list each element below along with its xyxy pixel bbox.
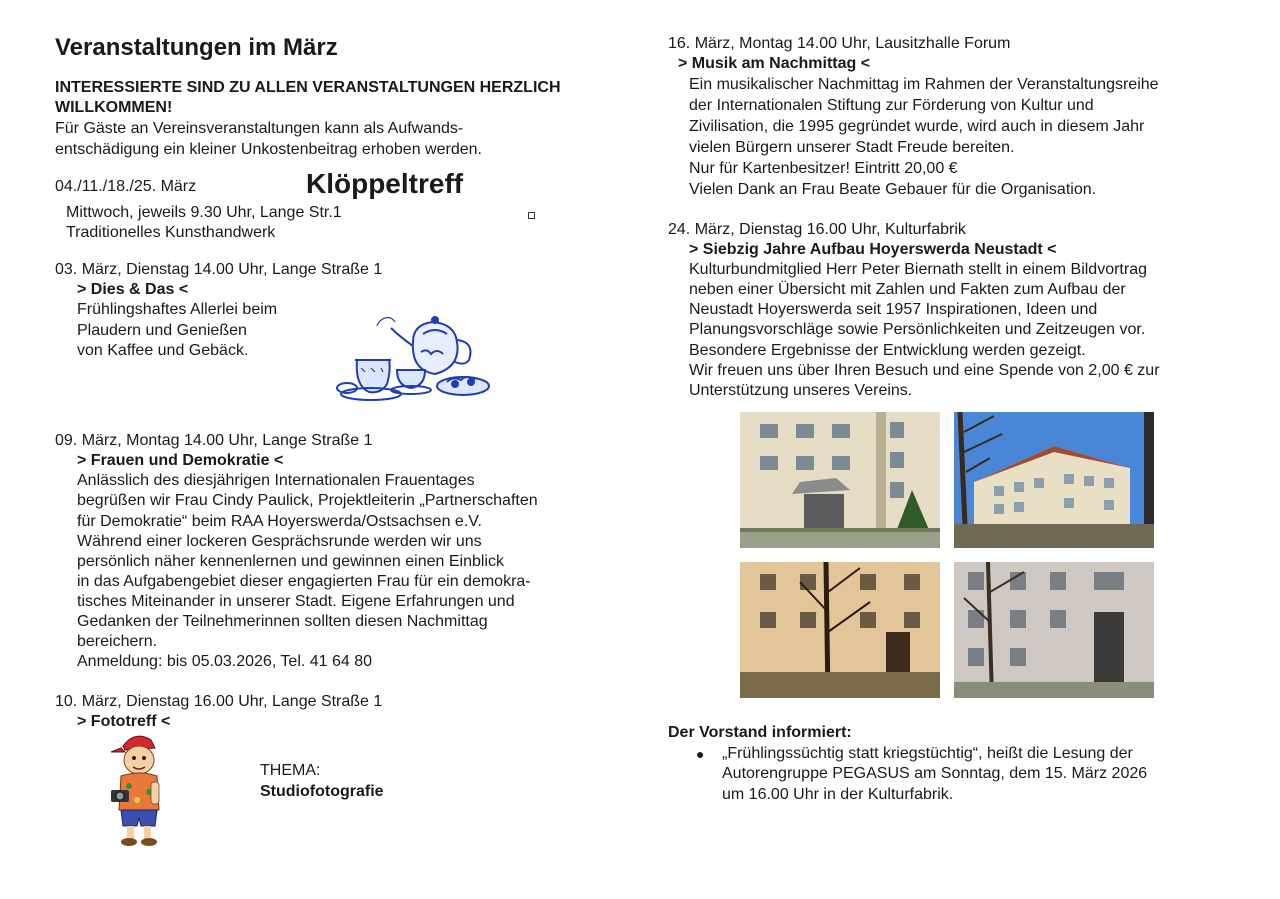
frauen-line-1: Anlässlich des diesjährigen Internationalen Frauentages [77, 472, 475, 489]
vorstand-line-1: „Frühlingssüchtig statt kriegstüchtig“, heißt die Lesung der [722, 745, 1133, 762]
siebzig-line-1: Kulturbundmitglied Herr Peter Biernath stellt in einem Bildvortrag [689, 261, 1147, 278]
siebzig-line-4: Planungsvorschläge sowie Persönlichkeiten und Zeitzeugen vor. [689, 321, 1146, 338]
siebzig-date: 24. März, Dienstag 16.00 Uhr, Kulturfabrik [668, 221, 966, 238]
siebzig-title: > Siebzig Jahre Aufbau Hoyerswerda Neustadt < [689, 241, 1057, 258]
siebzig-line-2: neben einer Übersicht mit Zahlen und Fakten zum Aufbau der [689, 281, 1126, 298]
intro-line-1: Für Gäste an Vereinsveranstaltungen kann als Aufwands- [55, 120, 464, 137]
frauen-title: > Frauen und Demokratie < [77, 452, 284, 469]
bullet-dot-icon: ● [696, 746, 705, 762]
foto-date: 10. März, Dienstag 16.00 Uhr, Lange Straße 1 [55, 693, 383, 710]
frauen-line-8: Gedanken der Teilnehmerinnen sollten diesen Nachmittag [77, 613, 488, 630]
building-photo-2 [954, 412, 1154, 548]
siebzig-line-6: Wir freuen uns über Ihren Besuch und eine Spende von 2,00 € zur [689, 362, 1160, 379]
vorstand-line-3: um 16.00 Uhr in der Kulturfabrik. [722, 786, 954, 803]
frauen-line-3: für Demokratie“ beim RAA Hoyerswerda/Ostsachsen e.V. [77, 513, 482, 530]
siebzig-line-7: Unterstützung unseres Vereins. [689, 382, 913, 399]
dies-das-title: > Dies & Das < [77, 281, 189, 298]
frauen-line-9: bereichern. [77, 633, 158, 650]
frauen-line-5: persönlich näher kennenlernen und gewinnen einen Einblick [77, 553, 504, 570]
building-photo-3 [740, 562, 940, 698]
musik-line-2: der Internationalen Stiftung zur Förderung von Kultur und [689, 97, 1094, 114]
small-square-marker [528, 212, 535, 219]
coffee-set-illustration [335, 312, 495, 404]
vorstand-title: Der Vorstand informiert: [668, 724, 852, 741]
musik-title: > Musik am Nachmittag < [678, 55, 871, 72]
dies-das-date: 03. März, Dienstag 14.00 Uhr, Lange Straße 1 [55, 261, 383, 278]
siebzig-line-3: Neustadt Hoyerswerda seit 1957 Inspirationen, Ideen und [689, 301, 1098, 318]
building-photo-4 [954, 562, 1154, 698]
musik-line-1: Ein musikalischer Nachmittag im Rahmen der Veranstaltungsreihe [689, 76, 1159, 93]
photographer-cartoon [105, 730, 169, 848]
musik-line-6: Vielen Dank an Frau Beate Gebauer für die Organisation. [689, 181, 1097, 198]
frauen-date: 09. März, Montag 14.00 Uhr, Lange Straße 1 [55, 432, 373, 449]
foto-thema-label: THEMA: [260, 762, 321, 779]
musik-line-5: Nur für Kartenbesitzer! Eintritt 20,00 € [689, 160, 958, 177]
welcome-line-1: INTERESSIERTE SIND ZU ALLEN VERANSTALTUNGEN HERZLICH [55, 79, 561, 96]
dies-das-line-3: von Kaffee und Gebäck. [77, 342, 249, 359]
welcome-line-2: WILLKOMMEN! [55, 99, 173, 116]
frauen-line-10: Anmeldung: bis 05.03.2026, Tel. 41 64 80 [77, 653, 373, 670]
dies-das-line-1: Frühlingshaftes Allerlei beim [77, 301, 278, 318]
intro-line-2: entschädigung ein kleiner Unkostenbeitrag erhoben werden. [55, 141, 482, 158]
page-title: Veranstaltungen im März [55, 34, 338, 61]
vorstand-line-2: Autorengruppe PEGASUS am Sonntag, dem 15. März 2026 [722, 765, 1148, 782]
frauen-line-7: tisches Miteinander in unserer Stadt. Eigene Erfahrungen und [77, 593, 515, 610]
frauen-line-4: Während einer lockeren Gesprächsrunde werden wir uns [77, 533, 482, 550]
musik-line-4: vielen Bürgern unserer Stadt Freude bereiten. [689, 139, 1015, 156]
frauen-line-6: in das Aufgabengebiet dieser engagierten Frau für ein demokra- [77, 573, 531, 590]
kloeppel-title: Klöppeltreff [306, 168, 464, 199]
dies-das-line-2: Plaudern und Genießen [77, 322, 247, 339]
foto-title: > Fototreff < [77, 713, 171, 730]
building-photo-1 [740, 412, 940, 548]
musik-date: 16. März, Montag 14.00 Uhr, Lausitzhalle Forum [668, 35, 1011, 52]
kloeppel-dates: 04./11./18./25. März [55, 178, 197, 195]
frauen-line-2: begrüßen wir Frau Cindy Paulick, Projektleiterin „Partnerschaften [77, 492, 538, 509]
foto-thema-value: Studiofotografie [260, 783, 384, 800]
kloeppel-line-1: Mittwoch, jeweils 9.30 Uhr, Lange Str.1 [66, 204, 342, 221]
siebzig-line-5: Besondere Ergebnisse der Entwicklung werden gezeigt. [689, 342, 1086, 359]
musik-line-3: Zivilisation, die 1995 gegründet wurde, wird auch in diesem Jahr [689, 118, 1145, 135]
kloeppel-line-2: Traditionelles Kunsthandwerk [66, 224, 276, 241]
